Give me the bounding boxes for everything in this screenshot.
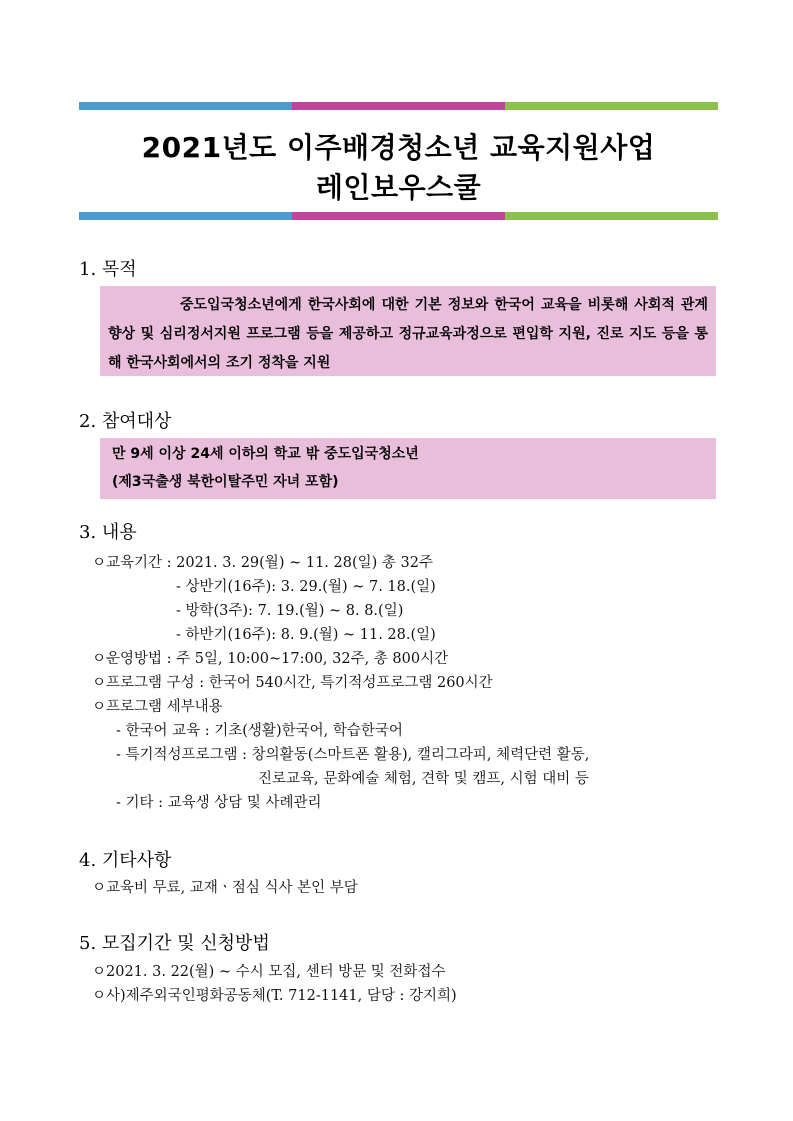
target-box bbox=[100, 438, 716, 499]
content-line-korean: - 한국어 교육 : 기초(생활)한국어, 학습한국어 bbox=[116, 723, 403, 739]
section-heading-content: 3. 내용 bbox=[79, 522, 137, 543]
bar-segment-green bbox=[505, 102, 718, 110]
content-line-operation: ㅇ운영방법 : 주 5일, 10:00~17:00, 32주, 총 800시간 bbox=[92, 651, 449, 667]
target-line-1: 만 9세 이상 24세 이하의 학교 밖 중도입국청소년 bbox=[112, 446, 419, 462]
document-title-line2: 레인보우스쿨 bbox=[315, 171, 482, 204]
content-line-special: - 특기적성프로그램 : 창의활동(스마트폰 활용), 캘리그라피, 체력단련 활동, bbox=[116, 747, 590, 763]
top-color-bar bbox=[79, 102, 718, 110]
bottom-color-bar bbox=[79, 212, 718, 220]
content-line-second-half: - 하반기(16주): 8. 9.(월) ~ 11. 28.(일) bbox=[176, 627, 436, 643]
content-line-first-half: - 상반기(16주): 3. 29.(월) ~ 7. 18.(일) bbox=[176, 579, 436, 595]
bar-segment-blue bbox=[79, 102, 292, 110]
apply-line-period: ㅇ2021. 3. 22(월) ~ 수시 모집, 센터 방문 및 전화접수 bbox=[92, 964, 446, 980]
bar-segment-magenta bbox=[292, 212, 505, 220]
content-line-other: - 기타 : 교육생 상담 및 사례관리 bbox=[116, 795, 322, 811]
section-heading-target: 2. 참여대상 bbox=[79, 411, 172, 432]
target-line-2: (제3국출생 북한이탈주민 자녀 포함) bbox=[112, 474, 339, 490]
bar-segment-magenta bbox=[292, 102, 505, 110]
section-heading-apply: 5. 모집기간 및 신청방법 bbox=[79, 933, 270, 954]
bar-segment-green bbox=[505, 212, 718, 220]
purpose-text: 중도입국청소년에게 한국사회에 대한 기본 정보와 한국어 교육을 비롯해 사회적 관계 향상 및 심리정서지원 프로그램 등을 제공하고 정규교육과정으로 편입학 지원, 진로 지도 등을 통해 한국사회에서의 조기 정착을 지원 bbox=[108, 297, 708, 371]
document-title-line1: 2021년도 이주배경청소년 교육지원사업 bbox=[141, 131, 656, 164]
section-heading-etc: 4. 기타사항 bbox=[79, 850, 172, 871]
content-line-special-cont: 진로교육, 문화예술 체험, 견학 및 캠프, 시험 대비 등 bbox=[258, 771, 589, 787]
content-line-composition: ㅇ프로그램 구성 : 한국어 540시간, 특기적성프로그램 260시간 bbox=[92, 675, 493, 691]
content-line-details: ㅇ프로그램 세부내용 bbox=[92, 699, 223, 715]
section-heading-purpose: 1. 목적 bbox=[79, 259, 137, 280]
apply-line-contact: ㅇ사)제주외국인평화공동체(T. 712-1141, 담당 : 강지희) bbox=[92, 988, 457, 1004]
content-line-vacation: - 방학(3주): 7. 19.(월) ~ 8. 8.(일) bbox=[176, 603, 404, 619]
content-line-period: ㅇ교육기간 : 2021. 3. 29(월) ~ 11. 28(일) 총 32주 bbox=[92, 555, 433, 571]
etc-line: ㅇ교육비 무료, 교재ㆍ점심 식사 본인 부담 bbox=[92, 880, 358, 896]
purpose-box bbox=[100, 286, 716, 376]
bar-segment-blue bbox=[79, 212, 292, 220]
